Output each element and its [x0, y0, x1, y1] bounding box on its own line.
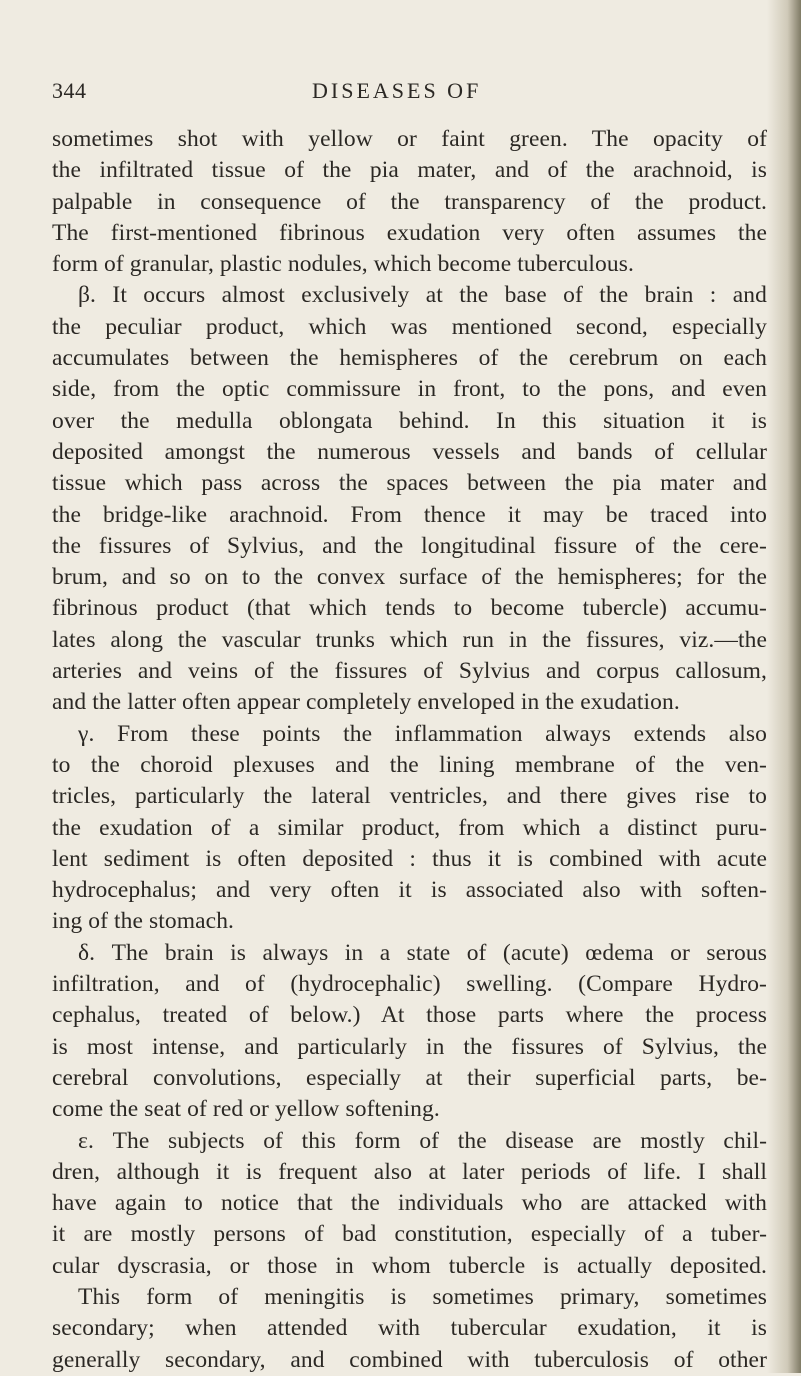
text-line: δ. The brain is always in a state of (acute) œdema or serous: [78, 939, 767, 966]
text-line: is most intense, and particularly in the fissures of Sylvius, the: [52, 1033, 767, 1060]
page-header: [0, 78, 801, 108]
text-line: lates along the vascular trunks which run in the fissures, viz.—the: [52, 626, 767, 653]
text-line: palpable in consequence of the transparency of the product.: [52, 188, 767, 215]
text-line: fibrinous product (that which tends to become tubercle) accumu-: [52, 595, 767, 622]
text-line: cular dyscrasia, or those in whom tubercle is actually deposited.: [52, 1252, 767, 1279]
text-line: tricles, particularly the lateral ventricles, and there gives rise to: [52, 783, 767, 810]
text-line: ing of the stomach.: [52, 908, 235, 935]
text-line: the infiltrated tissue of the pia mater, and of the arachnoid, is: [52, 157, 767, 184]
text-line: tissue which pass across the spaces between the pia mater and: [52, 470, 767, 497]
text-line: the bridge-like arachnoid. From thence it may be traced into: [52, 501, 767, 528]
text-line: cephalus, treated of below.) At those parts where the process: [52, 1002, 767, 1029]
text-line: accumulates between the hemispheres of the cerebrum on each: [52, 345, 767, 372]
text-line: infiltration, and of (hydrocephalic) swelling. (Compare Hydro-: [52, 971, 767, 998]
text-line: sometimes shot with yellow or faint green. The opacity of: [52, 126, 767, 152]
text-line: This form of meningitis is sometimes primary, sometimes: [78, 1283, 767, 1310]
text-line: γ. From these points the inflammation always extends also: [78, 720, 767, 747]
page-edge-shadow: [767, 0, 801, 1373]
text-line: come the seat of red or yellow softening.: [52, 1096, 440, 1123]
text-line: dren, although it is frequent also at later periods of life. I shall: [52, 1158, 767, 1185]
text-line: generally secondary, and combined with tuberculosis of other: [52, 1346, 767, 1373]
text-line: over the medulla oblongata behind. In this situation it is: [52, 407, 767, 434]
text-line: to the choroid plexuses and the lining membrane of the ven-: [52, 751, 767, 778]
text-line: and the latter often appear completely enveloped in the exudation.: [52, 689, 680, 716]
text-line: β. It occurs almost exclusively at the base of the brain : and: [78, 282, 767, 309]
text-line: the peculiar product, which was mentioned second, especially: [52, 313, 767, 340]
text-line: brum, and so on to the convex surface of the hemispheres; for the: [52, 564, 767, 591]
body-text: [52, 124, 767, 1376]
running-title: DISEASES OF: [312, 78, 482, 103]
text-line: the fissures of Sylvius, and the longitudinal fissure of the cere-: [52, 532, 767, 559]
text-line: deposited amongst the numerous vessels and bands of cellular: [52, 438, 767, 465]
text-line: have again to notice that the individuals who are attacked with: [52, 1190, 767, 1217]
text-line: lent sediment is often deposited : thus it is combined with acute: [52, 845, 767, 872]
text-line: it are mostly persons of bad constitution, especially of a tuber-: [52, 1221, 767, 1248]
text-line: arteries and veins of the fissures of Sylvius and corpus callosum,: [52, 658, 767, 685]
text-line: The first-mentioned fibrinous exudation very often assumes the: [52, 219, 767, 246]
page-number: 344: [52, 78, 87, 103]
text-line: form of granular, plastic nodules, which become tuberculous.: [52, 251, 634, 278]
text-line: secondary; when attended with tubercular exudation, it is: [52, 1315, 767, 1342]
text-line: cerebral convolutions, especially at their superficial parts, be-: [52, 1064, 767, 1091]
text-line: the exudation of a similar product, from which a distinct puru-: [52, 814, 767, 841]
text-line: side, from the optic commissure in front, to the pons, and even: [52, 376, 767, 403]
text-line: hydrocephalus; and very often it is associated also with soften-: [52, 877, 767, 904]
text-line: ε. The subjects of this form of the disease are mostly chil-: [78, 1127, 767, 1154]
